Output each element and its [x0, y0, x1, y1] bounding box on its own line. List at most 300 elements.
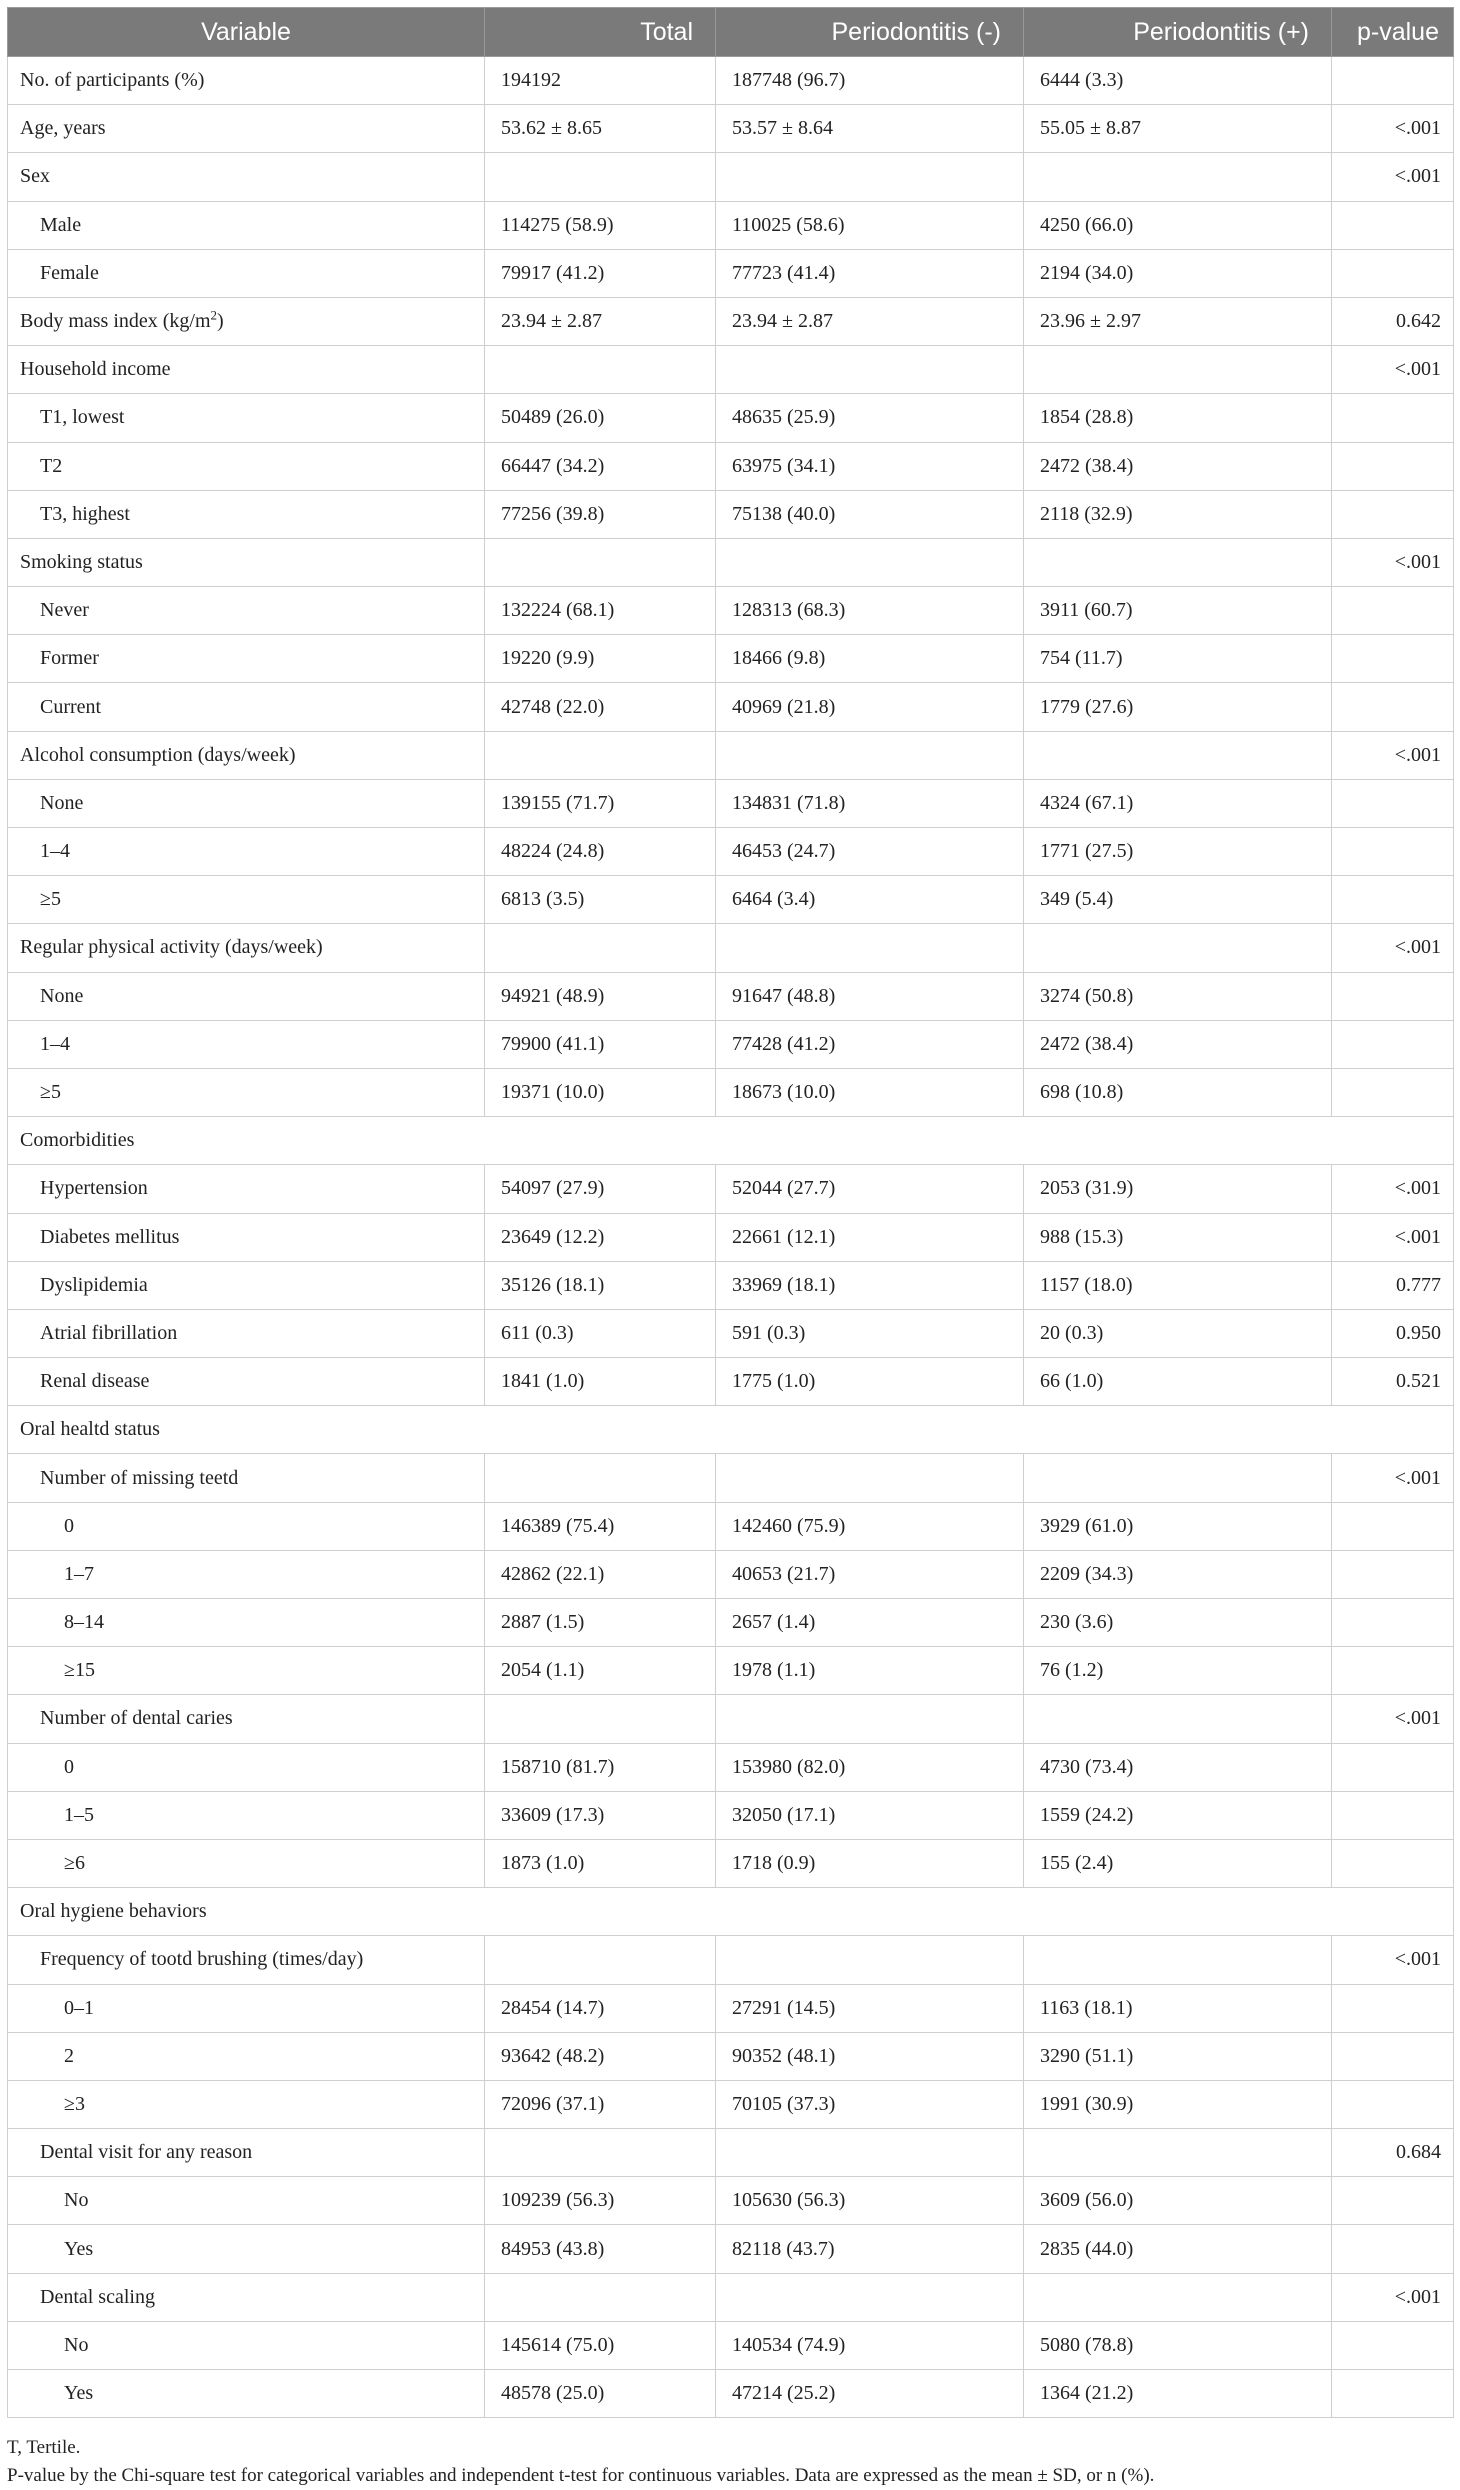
footnote-methods: P-value by the Chi-square test for categorical variables and independent t-test for continuous variables. Data are expressed as the mean ± SD, or n (%).: [7, 2465, 1155, 2487]
cell-periodontitis-negative: 48635 (25.9): [716, 394, 1024, 442]
table-row: [8, 490, 1454, 538]
footnote-abbreviation: T, Tertile.: [7, 2437, 81, 2459]
cell-p-value: [1332, 2321, 1454, 2369]
cell-periodontitis-positive: 3274 (50.8): [1024, 972, 1332, 1020]
cell-periodontitis-positive: 155 (2.4): [1024, 1839, 1332, 1887]
table-row: [8, 442, 1454, 490]
cell-periodontitis-negative: 128313 (68.3): [716, 587, 1024, 635]
row-label-text: 0: [64, 1755, 74, 1778]
cell-periodontitis-positive: [1024, 2129, 1332, 2177]
table-row: [8, 1068, 1454, 1116]
cell-periodontitis-positive: 76 (1.2): [1024, 1647, 1332, 1695]
table-row: [8, 1647, 1454, 1695]
cell-periodontitis-positive: 1991 (30.9): [1024, 2080, 1332, 2128]
row-label: [8, 828, 485, 876]
cell-periodontitis-negative: 187748 (96.7): [716, 57, 1024, 105]
cell-periodontitis-positive: 2472 (38.4): [1024, 442, 1332, 490]
cell-periodontitis-negative: 142460 (75.9): [716, 1502, 1024, 1550]
cell-periodontitis-positive: 3290 (51.1): [1024, 2032, 1332, 2080]
cell-p-value: [1332, 490, 1454, 538]
cell-total: 77256 (39.8): [485, 490, 716, 538]
row-label: [8, 1550, 485, 1598]
cell-total: 132224 (68.1): [485, 587, 716, 635]
cell-periodontitis-positive: 4250 (66.0): [1024, 201, 1332, 249]
cell-periodontitis-positive: 698 (10.8): [1024, 1068, 1332, 1116]
table-row: [8, 346, 1454, 394]
table-row: [8, 731, 1454, 779]
cell-total: [485, 731, 716, 779]
section-label: [8, 1406, 1454, 1454]
row-label-text: Yes: [64, 2382, 94, 2405]
cell-periodontitis-negative: 40653 (21.7): [716, 1550, 1024, 1598]
cell-p-value: [1332, 2032, 1454, 2080]
row-label: [8, 394, 485, 442]
row-label-text: 1–5: [64, 1803, 94, 1826]
cell-periodontitis-positive: 23.96 ± 2.97: [1024, 297, 1332, 345]
row-label: [8, 1261, 485, 1309]
cell-total: 72096 (37.1): [485, 2080, 716, 2128]
row-label-text: Female: [40, 261, 99, 284]
cell-p-value: [1332, 972, 1454, 1020]
row-label: [8, 1165, 485, 1213]
row-label: [8, 1358, 485, 1406]
table-row: [8, 972, 1454, 1020]
cell-periodontitis-negative: 82118 (43.7): [716, 2225, 1024, 2273]
cell-p-value: [1332, 394, 1454, 442]
table-row: [8, 1550, 1454, 1598]
row-label-text: Male: [40, 213, 82, 236]
row-label-text: Dental visit for any reason: [40, 2141, 253, 2164]
row-label-text: Never: [40, 599, 89, 622]
cell-p-value: [1332, 779, 1454, 827]
cell-periodontitis-positive: 2118 (32.9): [1024, 490, 1332, 538]
cell-periodontitis-positive: [1024, 924, 1332, 972]
row-label: [8, 635, 485, 683]
cell-p-value: [1332, 2080, 1454, 2128]
table-row: [8, 1020, 1454, 1068]
cell-periodontitis-negative: [716, 1454, 1024, 1502]
cell-periodontitis-negative: 105630 (56.3): [716, 2177, 1024, 2225]
cell-p-value: [1332, 876, 1454, 924]
cell-periodontitis-positive: 66 (1.0): [1024, 1358, 1332, 1406]
row-label: [8, 1791, 485, 1839]
row-label-text: 0: [64, 1514, 74, 1537]
cell-total: 109239 (56.3): [485, 2177, 716, 2225]
cell-total: 114275 (58.9): [485, 201, 716, 249]
cell-total: 1841 (1.0): [485, 1358, 716, 1406]
table-body: [8, 57, 1454, 2418]
table-row: [8, 249, 1454, 297]
row-label: [8, 924, 485, 972]
cell-p-value: <.001: [1332, 1165, 1454, 1213]
row-label: [8, 2370, 485, 2418]
cell-p-value: [1332, 828, 1454, 876]
cell-total: 50489 (26.0): [485, 394, 716, 442]
cell-periodontitis-positive: 988 (15.3): [1024, 1213, 1332, 1261]
table-row: [8, 683, 1454, 731]
row-label: [8, 538, 485, 586]
cell-total: 6813 (3.5): [485, 876, 716, 924]
cell-periodontitis-negative: [716, 2273, 1024, 2321]
cell-total: [485, 346, 716, 394]
cell-periodontitis-negative: 140534 (74.9): [716, 2321, 1024, 2369]
cell-total: 48578 (25.0): [485, 2370, 716, 2418]
row-label-text: No: [64, 2189, 89, 2212]
row-label-text: No: [64, 2333, 89, 2356]
table-row: [8, 153, 1454, 201]
cell-p-value: [1332, 57, 1454, 105]
row-label-text: Comorbidities: [20, 1129, 135, 1152]
table-row: [8, 1261, 1454, 1309]
row-label: [8, 1599, 485, 1647]
cell-periodontitis-positive: 3911 (60.7): [1024, 587, 1332, 635]
cell-total: [485, 153, 716, 201]
table-row: [8, 2225, 1454, 2273]
row-label-text: ≥5: [40, 888, 61, 911]
cell-periodontitis-negative: 90352 (48.1): [716, 2032, 1024, 2080]
cell-periodontitis-negative: 1775 (1.0): [716, 1358, 1024, 1406]
cell-total: 2887 (1.5): [485, 1599, 716, 1647]
cell-periodontitis-positive: 1771 (27.5): [1024, 828, 1332, 876]
row-label-text: Household income: [20, 358, 171, 381]
cell-periodontitis-positive: 2194 (34.0): [1024, 249, 1332, 297]
cell-periodontitis-positive: [1024, 1695, 1332, 1743]
table-row: [8, 1406, 1454, 1454]
cell-periodontitis-negative: 18673 (10.0): [716, 1068, 1024, 1116]
cell-p-value: [1332, 1984, 1454, 2032]
cell-p-value: [1332, 1502, 1454, 1550]
row-label-text: Regular physical activity (days/week): [20, 936, 323, 959]
table-row: [8, 2370, 1454, 2418]
cell-total: [485, 1454, 716, 1502]
cell-total: [485, 1695, 716, 1743]
cell-p-value: [1332, 683, 1454, 731]
cell-total: [485, 2129, 716, 2177]
cell-total: 54097 (27.9): [485, 1165, 716, 1213]
cell-periodontitis-positive: [1024, 346, 1332, 394]
cell-periodontitis-negative: 75138 (40.0): [716, 490, 1024, 538]
row-label: [8, 490, 485, 538]
cell-p-value: <.001: [1332, 2273, 1454, 2321]
row-label: [8, 2273, 485, 2321]
cell-periodontitis-negative: [716, 538, 1024, 586]
section-label: [8, 1888, 1454, 1936]
row-label: [8, 1695, 485, 1743]
cell-periodontitis-negative: [716, 1936, 1024, 1984]
cell-periodontitis-negative: 1978 (1.1): [716, 1647, 1024, 1695]
row-label-text: 1–4: [40, 840, 70, 863]
row-label-text: Former: [40, 647, 99, 670]
cell-p-value: [1332, 2370, 1454, 2418]
cell-total: [485, 2273, 716, 2321]
cell-periodontitis-negative: 46453 (24.7): [716, 828, 1024, 876]
cell-periodontitis-positive: [1024, 1454, 1332, 1502]
cell-total: 66447 (34.2): [485, 442, 716, 490]
table-row: [8, 201, 1454, 249]
row-label: [8, 2225, 485, 2273]
cell-p-value: 0.950: [1332, 1309, 1454, 1357]
cell-periodontitis-positive: [1024, 2273, 1332, 2321]
row-label-text: Atrial fibrillation: [40, 1321, 178, 1344]
cell-periodontitis-negative: [716, 153, 1024, 201]
cell-periodontitis-negative: [716, 924, 1024, 972]
cell-periodontitis-positive: 1163 (18.1): [1024, 1984, 1332, 2032]
table-row: [8, 538, 1454, 586]
cell-p-value: <.001: [1332, 1213, 1454, 1261]
cell-periodontitis-positive: 4730 (73.4): [1024, 1743, 1332, 1791]
row-label: [8, 2129, 485, 2177]
cell-periodontitis-negative: 77428 (41.2): [716, 1020, 1024, 1068]
cell-total: 28454 (14.7): [485, 1984, 716, 2032]
row-label-text: Hypertension: [40, 1177, 148, 1200]
row-label-text: Dyslipidemia: [40, 1273, 148, 1296]
cell-p-value: 0.777: [1332, 1261, 1454, 1309]
table-container: [7, 7, 1453, 2490]
cell-periodontitis-negative: 91647 (48.8): [716, 972, 1024, 1020]
table-row: [8, 57, 1454, 105]
row-label-text: Alcohol consumption (days/week): [20, 743, 296, 766]
cell-p-value: [1332, 635, 1454, 683]
cell-p-value: [1332, 442, 1454, 490]
header-periodontitis-positive: Periodontitis (+): [1024, 8, 1332, 57]
row-label: [8, 1502, 485, 1550]
table-row: [8, 394, 1454, 442]
cell-total: 79900 (41.1): [485, 1020, 716, 1068]
row-label-text: Frequency of tootd brushing (times/day): [40, 1948, 364, 1971]
table-row: [8, 105, 1454, 153]
row-label: [8, 1743, 485, 1791]
table-row: [8, 635, 1454, 683]
table-row: [8, 1502, 1454, 1550]
row-label-text: ≥15: [64, 1659, 95, 1682]
cell-total: 23.94 ± 2.87: [485, 297, 716, 345]
row-label: [8, 972, 485, 1020]
row-label-text: Number of missing teetd: [40, 1466, 239, 1489]
row-label: [8, 2080, 485, 2128]
row-label-text: T1, lowest: [40, 406, 125, 429]
row-label: [8, 1068, 485, 1116]
cell-total: 42748 (22.0): [485, 683, 716, 731]
row-label-text: Oral hygiene behaviors: [20, 1900, 207, 1923]
cell-p-value: <.001: [1332, 1695, 1454, 1743]
cell-periodontitis-positive: 6444 (3.3): [1024, 57, 1332, 105]
table-row: [8, 876, 1454, 924]
baseline-characteristics-table: [7, 7, 1454, 2418]
cell-p-value: <.001: [1332, 731, 1454, 779]
cell-p-value: [1332, 1839, 1454, 1887]
table-row: [8, 1936, 1454, 1984]
cell-periodontitis-negative: 1718 (0.9): [716, 1839, 1024, 1887]
row-label: [8, 731, 485, 779]
table-row: [8, 1743, 1454, 1791]
cell-periodontitis-negative: 2657 (1.4): [716, 1599, 1024, 1647]
cell-periodontitis-positive: 230 (3.6): [1024, 1599, 1332, 1647]
cell-periodontitis-positive: 55.05 ± 8.87: [1024, 105, 1332, 153]
row-label-text: 8–14: [64, 1611, 104, 1634]
cell-periodontitis-positive: [1024, 1936, 1332, 1984]
table-row: [8, 1358, 1454, 1406]
cell-periodontitis-negative: 22661 (12.1): [716, 1213, 1024, 1261]
table-row: [8, 1839, 1454, 1887]
row-label: [8, 442, 485, 490]
row-label-text: Diabetes mellitus: [40, 1225, 180, 1248]
cell-periodontitis-negative: 70105 (37.3): [716, 2080, 1024, 2128]
cell-total: 42862 (22.1): [485, 1550, 716, 1598]
cell-total: 19220 (9.9): [485, 635, 716, 683]
cell-total: 19371 (10.0): [485, 1068, 716, 1116]
cell-p-value: [1332, 1068, 1454, 1116]
cell-p-value: [1332, 1791, 1454, 1839]
cell-periodontitis-negative: 32050 (17.1): [716, 1791, 1024, 1839]
row-label-text: Age, years: [20, 117, 106, 140]
row-label-text: 1–4: [40, 1032, 70, 1055]
row-label-text: 1–7: [64, 1562, 94, 1585]
row-label-text: Number of dental caries: [40, 1707, 233, 1730]
row-label: [8, 1647, 485, 1695]
cell-total: 53.62 ± 8.65: [485, 105, 716, 153]
row-label: [8, 1309, 485, 1357]
row-label: [8, 2032, 485, 2080]
row-label-superscript: 2: [210, 307, 218, 323]
cell-periodontitis-positive: 1157 (18.0): [1024, 1261, 1332, 1309]
cell-periodontitis-negative: [716, 731, 1024, 779]
table-row: [8, 1984, 1454, 2032]
cell-p-value: <.001: [1332, 924, 1454, 972]
row-label: [8, 1213, 485, 1261]
cell-total: [485, 538, 716, 586]
header-periodontitis-negative: Periodontitis (-): [716, 8, 1024, 57]
row-label-text: Yes: [64, 2237, 94, 2260]
row-label-text: 0–1: [64, 1996, 94, 2019]
cell-total: 1873 (1.0): [485, 1839, 716, 1887]
table-row: [8, 2129, 1454, 2177]
cell-periodontitis-negative: 63975 (34.1): [716, 442, 1024, 490]
cell-periodontitis-positive: 1854 (28.8): [1024, 394, 1332, 442]
row-label-text: 2: [64, 2044, 74, 2067]
cell-p-value: 0.642: [1332, 297, 1454, 345]
cell-total: 139155 (71.7): [485, 779, 716, 827]
cell-p-value: [1332, 1599, 1454, 1647]
cell-periodontitis-positive: 5080 (78.8): [1024, 2321, 1332, 2369]
cell-p-value: <.001: [1332, 105, 1454, 153]
section-label: [8, 1117, 1454, 1165]
row-label: [8, 249, 485, 297]
cell-periodontitis-negative: 40969 (21.8): [716, 683, 1024, 731]
header-variable: Variable: [8, 8, 485, 57]
cell-total: 23649 (12.2): [485, 1213, 716, 1261]
row-label: [8, 1936, 485, 1984]
cell-p-value: <.001: [1332, 538, 1454, 586]
row-label: [8, 2321, 485, 2369]
row-label: [8, 201, 485, 249]
table-row: [8, 1888, 1454, 1936]
row-label-text: Dental scaling: [40, 2285, 155, 2308]
cell-periodontitis-positive: 4324 (67.1): [1024, 779, 1332, 827]
cell-total: 33609 (17.3): [485, 1791, 716, 1839]
cell-p-value: [1332, 201, 1454, 249]
cell-periodontitis-positive: 349 (5.4): [1024, 876, 1332, 924]
cell-periodontitis-negative: [716, 2129, 1024, 2177]
cell-periodontitis-positive: 2209 (34.3): [1024, 1550, 1332, 1598]
row-label-text: Current: [40, 695, 102, 718]
cell-periodontitis-positive: 1364 (21.2): [1024, 2370, 1332, 2418]
cell-periodontitis-negative: 110025 (58.6): [716, 201, 1024, 249]
cell-total: 48224 (24.8): [485, 828, 716, 876]
cell-p-value: <.001: [1332, 1936, 1454, 1984]
table-row: [8, 1213, 1454, 1261]
cell-p-value: <.001: [1332, 153, 1454, 201]
cell-total: [485, 924, 716, 972]
cell-periodontitis-positive: 754 (11.7): [1024, 635, 1332, 683]
cell-p-value: 0.684: [1332, 2129, 1454, 2177]
cell-total: 145614 (75.0): [485, 2321, 716, 2369]
table-row: [8, 2321, 1454, 2369]
cell-total: 2054 (1.1): [485, 1647, 716, 1695]
row-label: [8, 1839, 485, 1887]
cell-periodontitis-positive: 3929 (61.0): [1024, 1502, 1332, 1550]
cell-periodontitis-negative: 27291 (14.5): [716, 1984, 1024, 2032]
row-label: [8, 297, 485, 345]
cell-periodontitis-negative: 77723 (41.4): [716, 249, 1024, 297]
cell-p-value: [1332, 587, 1454, 635]
cell-periodontitis-negative: [716, 346, 1024, 394]
cell-periodontitis-negative: 6464 (3.4): [716, 876, 1024, 924]
row-label: [8, 1984, 485, 2032]
cell-periodontitis-positive: 1559 (24.2): [1024, 1791, 1332, 1839]
row-label-text: Oral healtd status: [20, 1418, 160, 1441]
header-total: Total: [485, 8, 716, 57]
cell-periodontitis-negative: 33969 (18.1): [716, 1261, 1024, 1309]
row-label: [8, 876, 485, 924]
row-label-text: None: [40, 791, 84, 814]
header-row: [8, 8, 1454, 57]
row-label: [8, 1454, 485, 1502]
cell-p-value: [1332, 1550, 1454, 1598]
cell-periodontitis-positive: 2053 (31.9): [1024, 1165, 1332, 1213]
cell-p-value: [1332, 2225, 1454, 2273]
table-row: [8, 1599, 1454, 1647]
row-label-suffix: ): [217, 310, 224, 333]
cell-p-value: [1332, 2177, 1454, 2225]
row-label: [8, 1020, 485, 1068]
row-label: [8, 2177, 485, 2225]
row-label-text: No. of participants (%): [20, 69, 205, 92]
cell-periodontitis-negative: [716, 1695, 1024, 1743]
row-label-text: Body mass index (kg/m: [20, 310, 211, 333]
row-label: [8, 779, 485, 827]
cell-periodontitis-negative: 53.57 ± 8.64: [716, 105, 1024, 153]
row-label: [8, 346, 485, 394]
cell-p-value: 0.521: [1332, 1358, 1454, 1406]
row-label-text: T2: [40, 454, 63, 477]
cell-total: 84953 (43.8): [485, 2225, 716, 2273]
table-row: [8, 828, 1454, 876]
cell-periodontitis-positive: [1024, 731, 1332, 779]
row-label-text: Renal disease: [40, 1370, 150, 1393]
cell-total: 194192: [485, 57, 716, 105]
row-label: [8, 105, 485, 153]
row-label: [8, 153, 485, 201]
header-p-value: p-value: [1332, 8, 1454, 57]
cell-total: 611 (0.3): [485, 1309, 716, 1357]
table-row: [8, 2177, 1454, 2225]
cell-periodontitis-positive: [1024, 153, 1332, 201]
cell-total: 94921 (48.9): [485, 972, 716, 1020]
cell-p-value: <.001: [1332, 1454, 1454, 1502]
table-row: [8, 587, 1454, 635]
cell-p-value: [1332, 249, 1454, 297]
table-row: [8, 1117, 1454, 1165]
